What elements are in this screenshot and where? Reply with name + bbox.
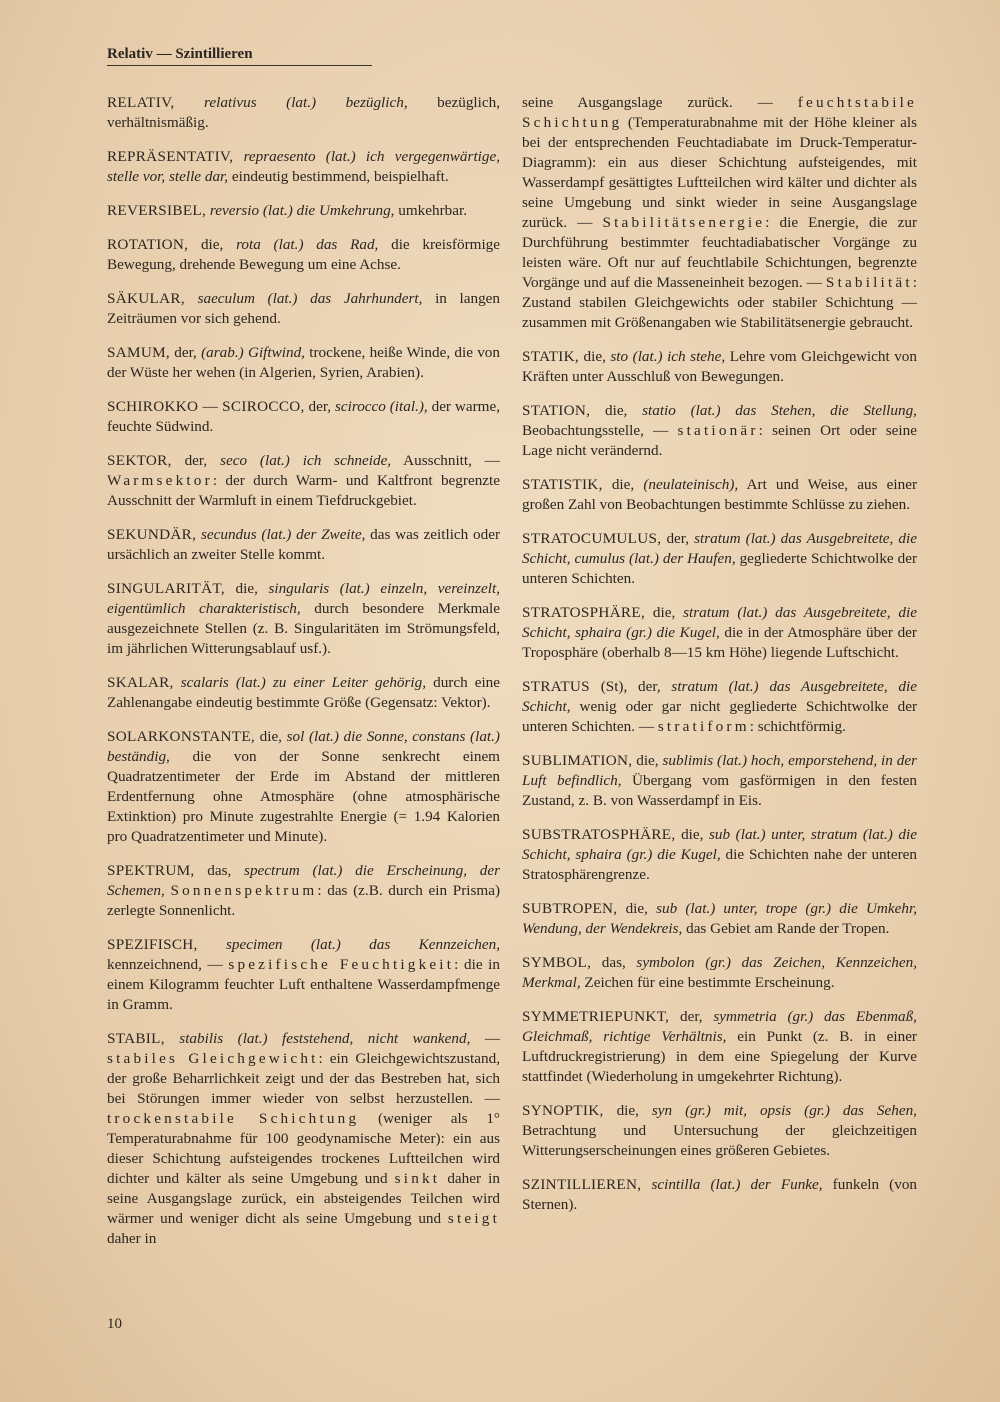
entry-text: das,: [591, 954, 637, 971]
entry-text: —: [470, 1030, 501, 1047]
entry-text: das,: [194, 862, 245, 879]
entry-headword: STATISTIK,: [522, 476, 603, 493]
entry-term: spezifische Feuchtigkeit: [228, 956, 455, 973]
entry-etymology: statio (lat.) das Stehen, die Stellung,: [642, 402, 917, 419]
entry-text: (weniger als 1° Temperaturabnahme für 100 geodynamische Meter): ein aus dieser Schichtung aufsteigendes trockenes Luftteilchen wird dichter und kälter als seine Umgebung und: [107, 1110, 500, 1187]
entry-headword: STATION,: [522, 402, 591, 419]
entry-headword: SAMUM,: [107, 344, 170, 361]
entry-headword: SEKTOR,: [107, 452, 172, 469]
entry-etymology: sol (lat.) die Sonne, constans (lat.) beständig,: [107, 728, 500, 765]
entry-headword: REPRÄSENTATIV,: [107, 148, 234, 165]
entry-etymology: (arab.) Giftwind,: [201, 344, 305, 361]
entry-text: bezüglich, verhältnismäßig.: [107, 94, 500, 131]
entry-text: in langen Zeiträumen vor sich gehend.: [107, 290, 500, 327]
entry-etymology: sub (lat.) unter, trope (gr.) die Umkehr, Wendung, der Wendekreis,: [522, 900, 917, 937]
entry-text: der warme, feuchte Südwind.: [107, 398, 500, 435]
dictionary-entry: [107, 289, 500, 329]
entry-term: stabiles Gleichgewicht: [107, 1050, 319, 1067]
dictionary-entry: [522, 825, 917, 885]
entry-etymology: reversio (lat.) die Umkehrung,: [209, 202, 395, 219]
entry-headword: SUBTROPEN,: [522, 900, 618, 917]
entry-text: die,: [590, 402, 643, 419]
entry-text: die kreisförmige Bewegung, drehende Bewegung um eine Achse.: [107, 236, 500, 273]
entry-etymology: symmetria (gr.) das Ebenmaß, Gleichmaß, richtige Verhältnis,: [522, 1008, 917, 1045]
entry-text: [185, 290, 198, 307]
entry-text: Zeichen für eine bestimmte Erscheinung.: [580, 974, 835, 991]
dictionary-entry: [107, 861, 500, 921]
entry-text: umkehrbar.: [394, 202, 468, 219]
entry-etymology: (neulateinisch),: [643, 476, 739, 493]
entry-etymology: seco (lat.) ich schneide,: [220, 452, 392, 469]
dictionary-entry: [522, 1175, 917, 1215]
entry-etymology: symbolon (gr.) das Zeichen, Kennzeichen, Merkmal,: [522, 954, 918, 991]
entry-etymology: scirocco (ital.),: [334, 398, 428, 415]
entry-text: die,: [617, 900, 657, 917]
entry-text: die,: [188, 236, 237, 253]
entry-text: gegliederte Schichtwolke der unteren Schichten.: [522, 550, 917, 587]
entry-term: trockenstabile Schichtung: [107, 1110, 360, 1127]
dictionary-entry: [107, 397, 500, 437]
entry-text: : ein Gleichgewichtszustand, der große Beharrlichkeit zeigt und der das Bestreben hat, sich bei Störungen immer wieder von selbst herzustellen. —: [107, 1050, 500, 1107]
entry-text: [198, 936, 226, 953]
entry-text: Betrachtung und Untersuchung der gleichzeitigen Witterungserscheinungen eines größeren Gebietes.: [522, 1122, 917, 1159]
entry-text: [175, 94, 205, 111]
entry-text: funkeln (von Sternen).: [522, 1176, 918, 1213]
left-column: [107, 93, 500, 1263]
page-number: 10: [107, 1316, 122, 1332]
dictionary-entry: [107, 935, 500, 1015]
entry-headword: SEKUNDÄR,: [107, 526, 197, 543]
entry-text: die,: [602, 476, 644, 493]
dictionary-entry: [107, 525, 500, 565]
entry-text: : der durch Warm- und Kaltfront begrenzte Ausschnitt der Warmluft in einem Tiefdruckgebiet.: [107, 472, 500, 509]
entry-text: : Zustand stabilen Gleichgewichts oder stabiler Schichtung — zusammen mit Größenangaben wie Stabilitätsenergie gebraucht.: [522, 274, 917, 331]
entry-text: trockene, heiße Winde, die von der Wüste her wehen (in Algerien, Syrien, Arabien).: [107, 344, 500, 381]
entry-etymology: sto (lat.) ich stehe,: [610, 348, 726, 365]
entry-headword: SZINTILLIEREN,: [522, 1176, 642, 1193]
entry-text: die,: [255, 728, 287, 745]
entry-etymology: sub (lat.) unter, stratum (lat.) die Schicht, sphaira (gr.) die Kugel,: [522, 826, 917, 863]
entry-text: der,: [171, 452, 221, 469]
entry-text: Übergang vom gasförmigen in den festen Zustand, z. B. von Wasserdampf in Eis.: [522, 772, 918, 809]
entry-headword: SYMMETRIEPUNKT,: [522, 1008, 670, 1025]
entry-term: Warmsektor: [107, 472, 213, 489]
dictionary-entry: [107, 343, 500, 383]
entry-headword: SYNOPTIK,: [522, 1102, 604, 1119]
entry-etymology: repraesento (lat.) ich vergegenwärtige, stelle vor, stelle dar,: [107, 148, 501, 185]
entry-text: (Temperaturabnahme mit der Höhe kleiner als bei der entsprechenden Feuchtadiabate im Druck-Temperatur-Diagramm): ein aus dieser Schichtung aufsteigendes, mit Wasserdampf gesättigtes Luftteilchen wird kälter und dichter als seine Umgebung und sinkt wieder in seine Ausgangslage zurück. —: [522, 114, 917, 231]
dictionary-entry: [107, 451, 500, 511]
entry-headword: RELATIV,: [107, 94, 175, 111]
entry-text: [233, 148, 243, 165]
entry-term: sinkt: [394, 1170, 441, 1187]
dictionary-entry: [107, 235, 500, 275]
entry-text: eindeutig bestimmend, beispielhaft.: [228, 168, 449, 185]
dictionary-entry: [107, 201, 500, 221]
entry-headword: ROTATION,: [107, 236, 189, 253]
entry-text: [641, 1176, 651, 1193]
dictionary-entry: [522, 1007, 917, 1087]
dictionary-entry: [522, 603, 917, 663]
entry-text: Art und Weise, aus einer großen Zahl von Beobachtungen bestimmte Schlüsse zu ziehen.: [522, 476, 917, 513]
entry-term: stratiform: [657, 718, 750, 735]
dictionary-entry: [522, 401, 917, 461]
running-header: Relativ — Szintillieren: [107, 46, 372, 66]
entry-etymology: stabilis (lat.) feststehend, nicht wankend,: [179, 1030, 471, 1047]
entry-headword: SPEZIFISCH,: [107, 936, 198, 953]
dictionary-entry: [522, 953, 917, 993]
entry-text: die von der Sonne senkrecht einem Quadratzentimeter der Erde im Abstand der mittleren Erdentfernung ohne Atmosphäre (ohne atmosphärische Extinktion) pro Minute zugestrahlte Energie (= 1.94 Kalorien pro Quadratzentimeter und Minute).: [107, 748, 500, 845]
entry-text: das was zeitlich oder ursächlich an zweiter Stelle kommt.: [107, 526, 501, 563]
entry-text: wenig oder gar nicht gegliederte Schichtwolke der unteren Schichten. —: [522, 698, 917, 735]
entry-headword: SUBLIMATION,: [522, 752, 633, 769]
entry-text: daher in: [107, 1230, 157, 1247]
entry-text: die,: [224, 580, 269, 597]
dictionary-entry: [107, 93, 500, 133]
entry-etymology: sublimis (lat.) hoch, emporstehend, in der Luft befindlich,: [522, 752, 917, 789]
entry-text: die,: [632, 752, 663, 769]
entry-text: der,: [661, 530, 695, 547]
entry-etymology: rota (lat.) das Rad,: [236, 236, 379, 253]
entry-headword: STRATOSPHÄRE,: [522, 604, 646, 621]
entry-term: Sonnenspektrum: [170, 882, 318, 899]
entry-text: der,: [304, 398, 335, 415]
dictionary-entry: [522, 475, 917, 515]
dictionary-entry: [522, 1101, 917, 1161]
entry-etymology: secundus (lat.) der Zweite,: [200, 526, 366, 543]
entry-etymology: stratum (lat.) das Ausgebreitete, die Schicht, cumulus (lat.) der Haufen,: [522, 530, 917, 567]
entry-term: feuchtstabile Schichtung: [522, 94, 917, 131]
entry-headword: STABIL,: [107, 1030, 165, 1047]
entry-text: die,: [579, 348, 611, 365]
entry-etymology: stratum (lat.) das Ausgebreitete, die Schicht,: [522, 678, 917, 715]
entry-etymology: syn (gr.) mit, opsis (gr.) das Sehen,: [651, 1102, 917, 1119]
entry-text: durch besondere Merkmale ausgezeichnete Stellen (z. B. Singularitäten im Strömungsfeld, im jährlichen Witterungsablauf usf.).: [107, 600, 500, 657]
entry-etymology: specimen (lat.) das Kennzeichen,: [226, 936, 501, 953]
entry-text: kennzeichnend, —: [107, 956, 229, 973]
entry-headword: SCHIROKKO — SCIROCCO,: [107, 398, 305, 415]
entry-etymology: singularis (lat.) einzeln, vereinzelt, eigentümlich charakteristisch,: [107, 580, 500, 617]
entry-headword: SKALAR,: [107, 674, 174, 691]
entry-headword: SYMBOL,: [522, 954, 592, 971]
entry-text: : das (z.B. durch ein Prisma) zerlegte Sonnenlicht.: [107, 882, 501, 919]
entry-text: der,: [669, 1008, 714, 1025]
dictionary-entry: [522, 529, 917, 589]
entry-etymology: stratum (lat.) das Ausgebreitete, die Schicht, sphaira (gr.) die Kugel,: [522, 604, 917, 641]
entry-text: : die in einem Kilogramm feuchter Luft enthaltene Wasserdampfmenge in Gramm.: [107, 956, 500, 1013]
entry-text: : die Energie, die zur Durchführung bestimmter feuchtadiabatischer Vorgänge zu leisten wäre. Oft nur auf feuchtlabile Schichtungen, begrenzte Vorgänge und auf die Masseneinheit bezogen. —: [522, 214, 918, 291]
entry-text: daher in seine Ausgangslage zurück, ein absteigendes Teilchen wird wärmer und weniger dicht als seine Umgebung und: [107, 1170, 500, 1227]
entry-etymology: scalaris (lat.) zu einer Leiter gehörig,: [180, 674, 427, 691]
dictionary-entry: [522, 347, 917, 387]
entry-text: die Schichten nahe der unteren Stratosphärengrenze.: [522, 846, 917, 883]
entry-text: : seinen Ort oder seine Lage nicht verändernd.: [522, 422, 917, 459]
entry-text: der,: [170, 344, 202, 361]
dictionary-entry: [107, 673, 500, 713]
entry-text: seine Ausgangslage zurück. —: [522, 94, 798, 111]
entry-text: Beobachtungsstelle, —: [522, 422, 678, 439]
entry-term: Stabilitätsenergie: [602, 214, 766, 231]
entry-text: : schichtförmig.: [749, 718, 846, 735]
dictionary-entry: [522, 751, 917, 811]
entry-text: die in der Atmosphäre über der Troposphäre (oberhalb 8—15 km Höhe) liegende Luftschicht.: [522, 624, 917, 661]
entry-etymology: spectrum (lat.) die Erscheinung, der Schemen,: [107, 862, 500, 899]
entry-text: Lehre vom Gleichgewicht von Kräften unter Ausschluß von Bewegungen.: [522, 348, 917, 385]
entry-term: stationär: [677, 422, 759, 439]
right-column: [522, 93, 917, 1229]
dictionary-entry: [522, 677, 917, 737]
entry-text: Ausschnitt, —: [391, 452, 500, 469]
entry-text: die,: [603, 1102, 652, 1119]
entry-etymology: scintilla (lat.) der Funke,: [651, 1176, 823, 1193]
entry-headword: SUBSTRATOSPHÄRE,: [522, 826, 676, 843]
entry-text: die,: [645, 604, 684, 621]
dictionary-entry: [107, 147, 500, 187]
dictionary-entry: [107, 727, 500, 847]
entry-term: steigt: [447, 1210, 500, 1227]
entry-headword: SOLARKONSTANTE,: [107, 728, 255, 745]
entry-headword: STATIK,: [522, 348, 579, 365]
dictionary-entry: [107, 1029, 500, 1249]
entry-etymology: saeculum (lat.) das Jahrhundert,: [197, 290, 423, 307]
entry-headword: SINGULARITÄT,: [107, 580, 225, 597]
dictionary-entry: [522, 899, 917, 939]
entry-text: [165, 1030, 179, 1047]
entry-headword: SPEKTRUM,: [107, 862, 195, 879]
dictionary-entry: [522, 93, 917, 333]
entry-headword: SÄKULAR,: [107, 290, 185, 307]
entry-text: [174, 674, 181, 691]
entry-headword: STRATUS: [522, 678, 590, 695]
entry-text: ein Punkt (z. B. in einer Luftdruckregistrierung) in dem eine Spiegelung der Kurve stattfindet (Wiederholung in umgekehrter Richtung).: [522, 1028, 917, 1085]
entry-headword: REVERSIBEL,: [107, 202, 207, 219]
entry-text: die,: [675, 826, 709, 843]
dictionary-entry: [107, 579, 500, 659]
entry-headword: STRATOCUMULUS,: [522, 530, 662, 547]
entry-etymology: relativus (lat.) bezüglich,: [204, 94, 408, 111]
entry-term: Stabilität: [825, 274, 913, 291]
entry-text: durch eine Zahlenangabe eindeutig bestimmte Größe (Gegensatz: Vektor).: [107, 674, 501, 711]
entry-text: (St), der,: [589, 678, 672, 695]
entry-text: das Gebiet am Rande der Tropen.: [682, 920, 890, 937]
